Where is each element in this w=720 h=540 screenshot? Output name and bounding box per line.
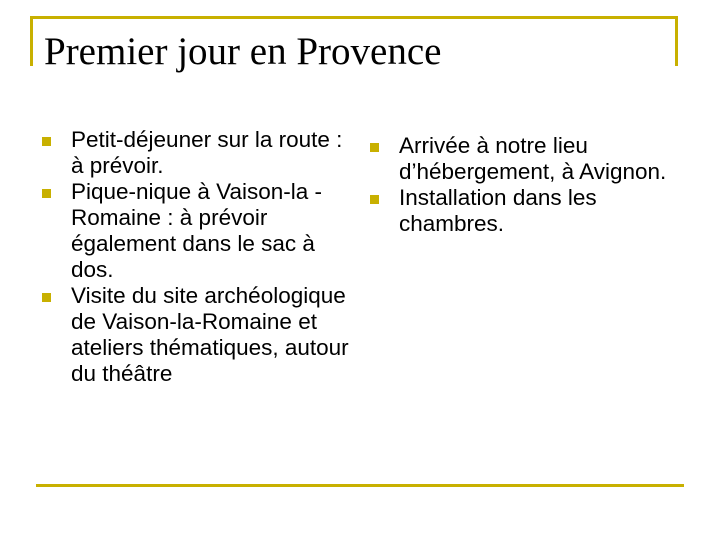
square-bullet-icon xyxy=(42,293,51,302)
left-bullet-list xyxy=(40,127,358,387)
title-frame-right-rule xyxy=(675,16,678,66)
square-bullet-icon xyxy=(370,195,379,204)
list-item-text: Installation dans les chambres. xyxy=(399,185,597,236)
square-bullet-icon xyxy=(42,137,51,146)
list-item xyxy=(40,179,358,283)
list-item xyxy=(40,283,358,387)
square-bullet-icon xyxy=(42,189,51,198)
list-item xyxy=(368,185,668,237)
list-item-text: Arrivée à notre lieu d’hébergement, à Avignon. xyxy=(399,133,667,184)
square-bullet-icon xyxy=(370,143,379,152)
list-item xyxy=(40,127,358,179)
title-frame-top-rule xyxy=(30,16,678,19)
bottom-divider xyxy=(36,484,684,487)
list-item xyxy=(368,133,668,185)
title-frame-left-rule xyxy=(30,16,33,66)
right-bullet-list xyxy=(368,133,668,237)
slide-title: Premier jour en Provence xyxy=(44,30,442,73)
list-item-text: Visite du site archéologique de Vaison-la-Romaine et ateliers thématiques, autour du théâtre xyxy=(71,283,349,386)
list-item-text: Petit-déjeuner sur la route : à prévoir. xyxy=(71,127,343,178)
list-item-text: Pique-nique à Vaison-la -Romaine : à prévoir également dans le sac à dos. xyxy=(71,179,322,282)
